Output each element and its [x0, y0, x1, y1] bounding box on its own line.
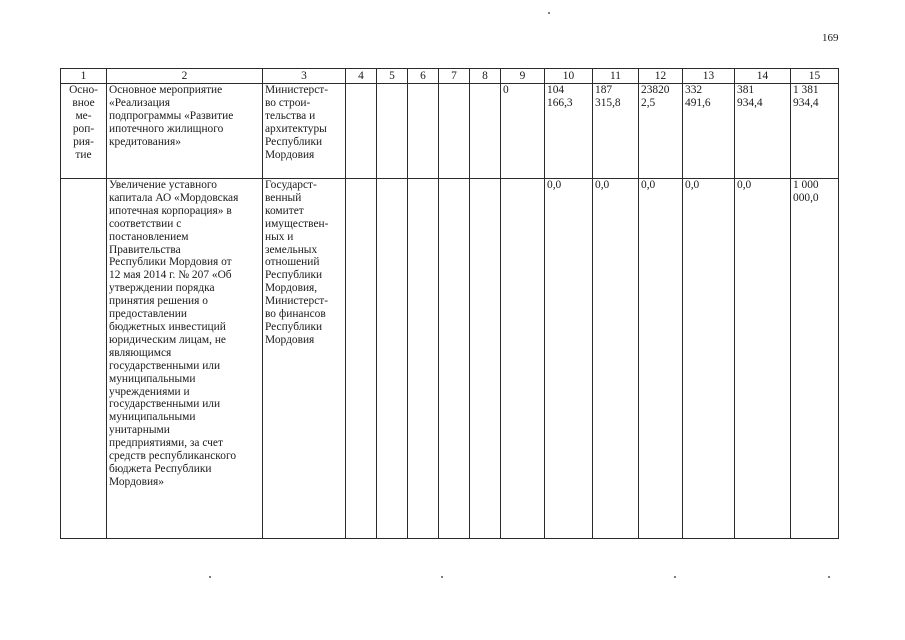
- cell-text: ипотечного жилищного: [109, 122, 224, 135]
- cell-text: государственными или: [109, 359, 221, 372]
- scan-speck: [441, 576, 443, 578]
- column-header: 7: [439, 69, 470, 84]
- cell-text: унитарными: [109, 424, 170, 437]
- table-cell: [501, 84, 545, 179]
- cell-text: 491,6: [685, 96, 711, 109]
- cell-text: 23820: [641, 84, 670, 96]
- cell-text: 0,0: [641, 179, 656, 191]
- table-cell: [263, 84, 346, 179]
- cell-text: 12 мая 2014 г. № 207 «Об: [109, 269, 232, 282]
- table-cell: [470, 179, 501, 539]
- column-header: 11: [593, 69, 639, 84]
- cell-text: 2,5: [641, 96, 656, 109]
- cell-text: учреждениями и: [109, 385, 190, 398]
- scan-speck: [209, 576, 211, 578]
- cell-text: ме-: [75, 109, 92, 122]
- cell-text: Основное мероприятие: [109, 84, 223, 96]
- table-cell: [791, 84, 839, 179]
- column-header: 4: [346, 69, 377, 84]
- table-cell: [377, 84, 408, 179]
- cell-text: 0,0: [737, 179, 752, 191]
- table-cell: [346, 179, 377, 539]
- column-header: 6: [408, 69, 439, 84]
- cell-text: архитектуры: [265, 122, 327, 135]
- cell-text: 104: [547, 84, 565, 96]
- scan-speck: [674, 576, 676, 578]
- table-cell: [439, 84, 470, 179]
- column-header: 15: [791, 69, 839, 84]
- cell-text: юридическим лицам, не: [109, 333, 226, 346]
- cell-text: Мордовия: [265, 333, 315, 346]
- cell-text: 0,0: [547, 179, 562, 191]
- column-header: 2: [107, 69, 263, 84]
- cell-text: 0,0: [595, 179, 610, 191]
- cell-text: во строи-: [265, 96, 311, 109]
- scan-speck: [548, 12, 550, 14]
- table-cell: [683, 179, 735, 539]
- cell-text: имуществен-: [265, 217, 329, 230]
- cell-text: Министерст-: [265, 295, 329, 308]
- cell-text: рия-: [73, 135, 94, 148]
- cell-text: 0: [503, 84, 509, 96]
- cell-text: тельства и: [265, 109, 316, 122]
- cell-text: ипотечная корпорация» в: [109, 204, 232, 217]
- cell-text: постановлением: [109, 230, 189, 243]
- column-header: 10: [545, 69, 593, 84]
- cell-text: Государст-: [265, 179, 317, 191]
- cell-text: Мордовия»: [109, 475, 164, 488]
- table-row: [61, 84, 839, 179]
- column-header: 14: [735, 69, 791, 84]
- cell-text: 934,4: [737, 96, 763, 109]
- cell-text: средств республиканского: [109, 450, 237, 463]
- cell-text: 381: [737, 84, 755, 96]
- cell-text: комитет: [265, 204, 304, 217]
- cell-text: вное: [72, 96, 95, 109]
- cell-text: 187: [595, 84, 613, 96]
- column-header: 1: [61, 69, 107, 84]
- cell-text: предприятиями, за счет: [109, 437, 223, 450]
- cell-text: венный: [265, 191, 302, 204]
- cell-text: ных и: [265, 230, 294, 243]
- header-row: [61, 69, 839, 84]
- table-cell: [501, 179, 545, 539]
- table-cell: [735, 179, 791, 539]
- table-cell: [545, 84, 593, 179]
- cell-text: 934,4: [793, 96, 819, 109]
- cell-text: тие: [75, 148, 92, 161]
- table-cell: [593, 84, 639, 179]
- cell-text: 1 000: [793, 179, 819, 191]
- cell-text: 332: [685, 84, 703, 96]
- table-cell: [545, 179, 593, 539]
- table-cell: [61, 84, 107, 179]
- cell-text: государственными или: [109, 398, 221, 411]
- table-cell: [61, 179, 107, 539]
- page-number: 169: [822, 32, 839, 44]
- cell-text: 0,0: [685, 179, 700, 191]
- cell-text: принятия решения о: [109, 295, 208, 308]
- table-cell: [107, 179, 263, 539]
- table-cell: [639, 84, 683, 179]
- column-header: 13: [683, 69, 735, 84]
- table-cell: [593, 179, 639, 539]
- cell-text: являющимся: [109, 346, 172, 359]
- cell-text: земельных: [265, 243, 318, 256]
- table-cell: [346, 84, 377, 179]
- cell-text: подпрограммы «Развитие: [109, 109, 234, 122]
- column-header: 8: [470, 69, 501, 84]
- cell-text: Осно-: [69, 84, 98, 96]
- table-cell: [107, 84, 263, 179]
- table-cell: [439, 179, 470, 539]
- table-cell: [470, 84, 501, 179]
- cell-text: бюджета Республики: [109, 462, 212, 475]
- table-cell: [377, 179, 408, 539]
- cell-text: капитала АО «Мордовская: [109, 191, 239, 204]
- cell-text: Министерст-: [265, 84, 329, 96]
- cell-text: роп-: [72, 122, 95, 135]
- cell-text: Увеличение уставного: [109, 179, 217, 191]
- column-header: 5: [377, 69, 408, 84]
- table-cell: [408, 179, 439, 539]
- cell-text: Республики: [265, 320, 323, 333]
- table-cell: [408, 84, 439, 179]
- table-cell: [791, 179, 839, 539]
- cell-text: 000,0: [793, 191, 819, 204]
- cell-text: муниципальными: [109, 372, 196, 385]
- cell-text: Республики: [265, 135, 323, 148]
- cell-text: отношений: [265, 256, 320, 269]
- cell-text: бюджетных инвестиций: [109, 320, 226, 333]
- cell-text: кредитования»: [109, 135, 181, 148]
- cell-text: Республики: [265, 269, 323, 282]
- cell-text: 1 381: [793, 84, 819, 96]
- cell-text: Республики Мордовия от: [109, 256, 232, 269]
- budget-table: [60, 68, 839, 539]
- cell-text: во финансов: [265, 308, 326, 321]
- cell-text: Правительства: [109, 243, 181, 256]
- cell-text: муниципальными: [109, 411, 196, 424]
- column-header: 9: [501, 69, 545, 84]
- cell-text: Мордовия,: [265, 282, 318, 295]
- cell-text: 315,8: [595, 96, 621, 109]
- table-cell: [735, 84, 791, 179]
- cell-text: соответствии с: [109, 217, 182, 230]
- scan-speck: [828, 576, 830, 578]
- cell-text: Мордовия: [265, 148, 315, 161]
- cell-text: предоставлении: [109, 308, 187, 321]
- cell-text: утверждении порядка: [109, 282, 215, 295]
- column-header: 12: [639, 69, 683, 84]
- cell-text: 166,3: [547, 96, 573, 109]
- table-cell: [683, 84, 735, 179]
- table-row: [61, 179, 839, 539]
- table-cell: [639, 179, 683, 539]
- column-header: 3: [263, 69, 346, 84]
- table-cell: [263, 179, 346, 539]
- cell-text: «Реализация: [109, 96, 170, 109]
